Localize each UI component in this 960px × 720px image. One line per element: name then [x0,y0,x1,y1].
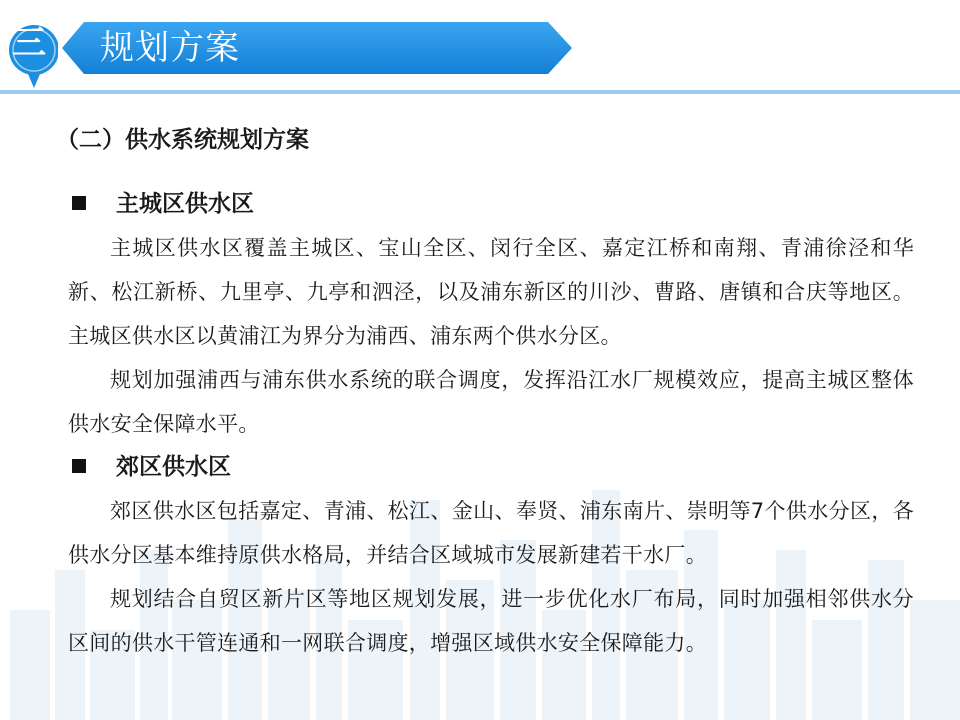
paragraph: 主城区供水区覆盖主城区、宝山全区、闵行全区、嘉定江桥和南翔、青浦徐泾和华新、松江新桥、九里亭、九亭和泗泾，以及浦东新区的川沙、曹路、唐镇和合庆等地区。主城区供水区以黄浦江为界分为浦西、浦东两个供水分区。 [68,236,914,348]
paragraph: 规划加强浦西与浦东供水系统的联合调度，发挥沿江水厂规模效应，提高主城区整体供水安全保障水平。 [68,368,914,436]
square-bullet-icon [72,459,86,473]
section-title: （二）供水系统规划方案 [56,127,309,153]
subsection-heading-text: 郊区供水区 [116,454,231,480]
subsection-heading-suburban [72,451,231,483]
square-bullet-icon [72,196,86,210]
subsection-heading-text: 主城区供水区 [116,191,254,217]
section-number: 三 [12,23,46,63]
paragraph: 郊区供水区包括嘉定、青浦、松江、金山、奉贤、浦东南片、崇明等7个供水分区，各供水分区基本维持原供水格局，并结合区域城市发展新建若干水厂。 [68,499,914,567]
subsection-heading-main-city [72,188,254,220]
page-title: 规划方案 [100,28,240,68]
paragraph: 规划结合自贸区新片区等地区规划发展，进一步优化水厂布局，同时加强相邻供水分区间的供水干管连通和一网联合调度，增强区域供水安全保障能力。 [68,587,914,655]
